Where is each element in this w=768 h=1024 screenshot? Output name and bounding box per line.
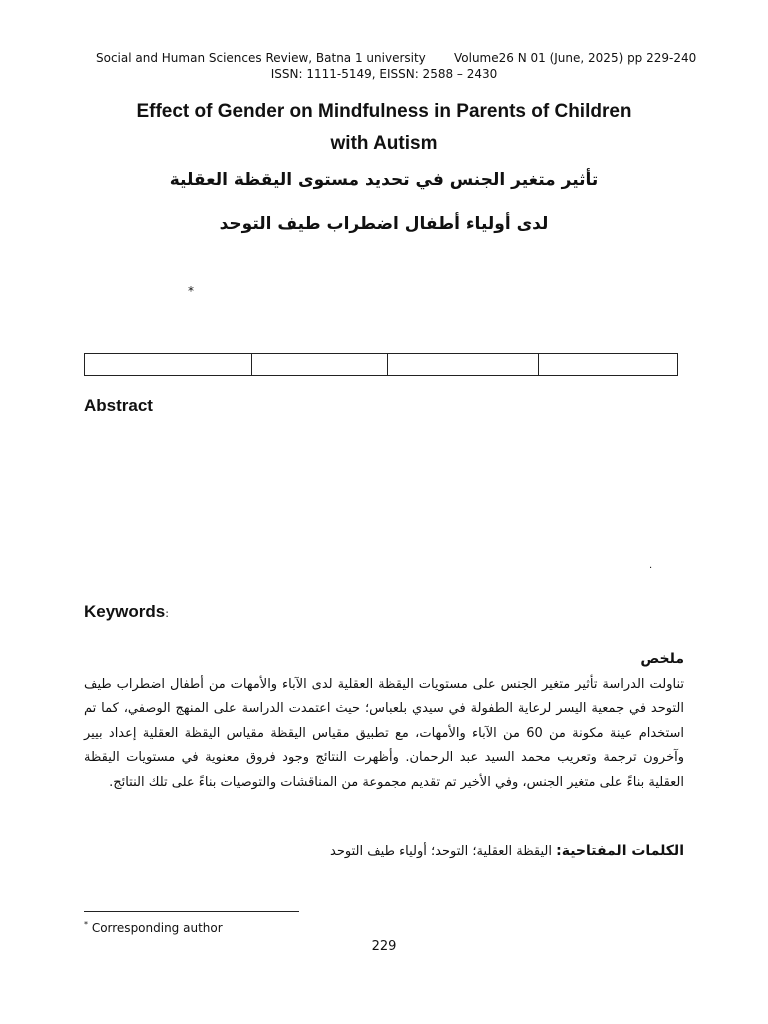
- footnote: [84, 920, 223, 935]
- title-english-line-2: with Autism: [330, 133, 438, 154]
- abstract-dot: .: [649, 560, 653, 571]
- arabic-keywords-label: الكلمات المفتاحية:: [556, 843, 684, 859]
- journal-name: Social and Human Sciences Review, Batna 1 university: [96, 51, 426, 65]
- footnote-text: Corresponding author: [88, 921, 223, 935]
- affiliation-cell: [539, 354, 678, 376]
- affiliation-cell: [388, 354, 539, 376]
- abstract-heading: Abstract: [84, 396, 153, 415]
- arabic-keywords-value: اليقظة العقلية؛ التوحد؛ أولياء طيف التوحد: [330, 844, 557, 859]
- arabic-keywords: [330, 843, 684, 859]
- title-arabic-line-1: تأثير متغير الجنس في تحديد مستوى اليقظة العقلية: [169, 170, 599, 190]
- title-english-line-1: Effect of Gender on Mindfulness in Parents of Children: [136, 101, 632, 122]
- arabic-abstract-body: تناولت الدراسة تأثير متغير الجنس على مستويات اليقظة العقلية لدى الآباء والأمهات من أطفال اضطراب طيف التوحد في جمعية اليسر لرعاية الطفولة في سيدي بلعباس؛ حيث اعتمدت الدراسة على المنهج الوصفي، كما تم استخدام عينة مكونة من 60 من الآباء والأمهات، مع تطبيق مقياس اليقظة مقياس اليقظة العقلية إعداد بيير وآخرون ترجمة وتعريب محمد السيد عبد الرحمان. وأظهرت النتائج وجود فروق معنوية في مستويات اليقظة العقلية بناءً على متغير الجنس، وفي الأخير تم تقديم مجموعة من المناقشات والتوصيات بناءً على تلك النتائج.: [84, 677, 684, 790]
- issn-line: ISSN: 1111-5149, EISSN: 2588 – 2430: [270, 67, 498, 81]
- affiliation-cell: [85, 354, 252, 376]
- title-arabic-line-2: لدى أولياء أطفال اضطراب طيف التوحد: [219, 214, 549, 234]
- footnote-rule: [84, 911, 299, 912]
- footnote-mark: *: [84, 920, 88, 929]
- affiliation-cell: [252, 354, 388, 376]
- keywords-colon: :: [165, 607, 169, 620]
- arabic-abstract-heading: ملخص: [640, 651, 684, 667]
- author-mark: *: [188, 284, 194, 298]
- keywords-heading: Keywords: [84, 602, 166, 621]
- keywords-line: [84, 602, 169, 622]
- volume-info: Volume26 N 01 (June, 2025) pp 229-240: [454, 51, 697, 65]
- page-number: 229: [371, 939, 397, 954]
- affiliation-table: [84, 353, 678, 376]
